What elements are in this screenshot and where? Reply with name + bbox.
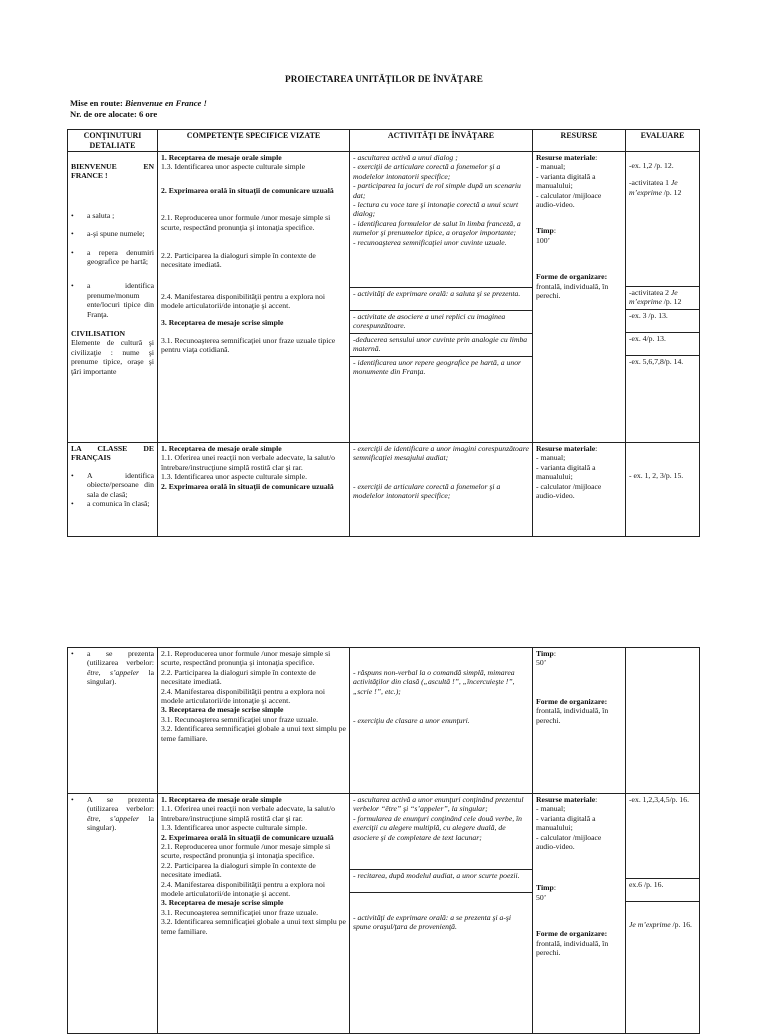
contents-cell — [68, 152, 158, 443]
list-item: • a comunica în clasă; — [71, 499, 150, 509]
table-header-row — [68, 130, 700, 152]
header-evaluation: EVALUARE — [626, 130, 700, 152]
planning-table-page-1 — [67, 129, 700, 537]
activities-cell: - ascultarea activă a unor enunţuri conţinând prezentul verbelor “être” şi “s’appeler”, la singular; - formularea de enunţuri conţinând cele două verbe, în exerciţii cu alegere multiplă, cu alegere duală, de asociere şi de completare de text lacunar; - recitarea, după modelul audiat, a unor scurte poezii. - activităţi de exprimare orală: a se prezenta şi a-şi spune oraşul/ţara de provenienţă. — [350, 794, 533, 1034]
competences-cell: 2.1. Reproducerea unor formule /unor mesaje simple si scurte, respectând pronunţia şi intonaţia specifice. 2.2. Participarea la dialoguri simple în contexte de necesitate imediată. 2.4. Manifestarea disponibilităţii pentru a explora noi modele articulatorii/de intonaţie şi accent. 3. Receptarea de mesaje scrise simple 3.1. Recunoaşterea semnificaţiei unor fraze uzuale. 3.2. Identificarea semnificaţiei globale a unui text simplu pe teme familiare. — [158, 648, 350, 794]
unit-line — [70, 98, 207, 109]
table-row — [68, 794, 700, 1034]
civilisation-heading: CIVILISATION — [71, 329, 126, 339]
list-item: • a saluta ; — [71, 210, 115, 220]
hours-line — [70, 109, 157, 120]
table-row — [68, 648, 700, 794]
resources-cell: Resurse materiale: - manual; - varianta digitală a manualului; - calculator /mijloace audio-video. Timp: 100’ Forme de organizare: frontală, individuală, în perechi. — [533, 152, 626, 443]
header-resources: RESURSE — [533, 130, 626, 152]
contents-cell — [68, 443, 158, 537]
list-item: • A se prezenta (utilizarea verbelor: être, s’appeler la singular). — [71, 795, 154, 833]
unit-name: Bienvenue en France ! — [124, 98, 207, 108]
competences-cell: 1. Receptarea de mesaje orale simple 1.3. Identificarea unor aspecte culturale simple 2. Exprimarea orală în situaţii de comunicare uzuală 2.1. Reproducerea unor formule /unor mesaje simple si scurte, respectând pronunţia şi intonaţia specifice. 2.2. Participarea la dialoguri simple în contexte de necesitate imediată. 2.4. Manifestarea disponibilităţii pentru a explora noi modele articulatorii/de intonaţie şi accent. 3. Receptarea de mesaje scrise simple 3.1. Recunoaşterea semnificaţiei unor fraze uzuale tipice pentru viaţa cotidiană. — [158, 152, 350, 443]
resources-cell: Resurse materiale: - manual; - varianta digitală a manualului; - calculator /mijloace audio-video. Timp: 50’ Forme de organizare: frontală, individuală, în perechi. — [533, 794, 626, 1034]
competences-cell: 1. Receptarea de mesaje orale simple 1.1. Oferirea unei reacţii non verbale adecvate, la salut/o întrebare/instrucţiune simplă rostită clar şi rar. 1.3. Identificarea unor aspecte culturale simple. 2. Exprimarea orală în situaţii de comunicare uzuală — [158, 443, 350, 537]
civilisation-text: Elemente de cultură şi civilizaţie : nume şi prenume tipice, oraşe şi ţări importante — [71, 338, 154, 376]
evaluation-cell: -ex. 1,2 /p. 12. -activitatea 1 Je m’exprime /p. 12 -activitatea 2 Je m’exprime /p. 12 -ex. 3 /p. 13. -ex. 4/p. 13. -ex. 5,6,7,8/p. 14. — [626, 152, 700, 443]
list-item: • A identifica obiecte/persoane din sala de clasă; — [71, 470, 154, 499]
evaluation-cell: - ex. 1, 2, 3/p. 15. — [626, 443, 700, 537]
activities-cell: - ascultarea activă a unui dialog ; - exerciţii de articulare corectă a fonemelor şi a modelelor intonatorii specifice; - participarea la jocuri de rol simple după un scenariu dat; - lectura cu voce tare şi intonaţie corectă a unui scurt dialog; - identificarea formulelor de salut în limba franceză, a numelor şi prenumelor tipice, a oraşelor importante; - recunoaşterea semnificaţiei unor cuvinte uzuale. - activităţi de exprimare orală: a saluta şi se prezenta. - activitate de asociere a unei replici cu imaginea corespunzătoare. -deducerea sensului unor cuvinte prin analogie cu limba maternă. - identificarea unor repere geografice pe hartă, a unor monumente din Franţa. — [350, 152, 533, 443]
header-contents: CONŢINUTURI DETALIATE — [68, 130, 158, 152]
header-activities: ACTIVITĂŢI DE ÎNVĂŢARE — [350, 130, 533, 152]
resources-cell: Timp: 50’ Forme de organizare: frontală, individuală, în perechi. — [533, 648, 626, 794]
page-title: PROIECTAREA UNITĂŢILOR DE ÎNVĂŢARE — [285, 74, 483, 84]
resources-cell: Resurse materiale: - manual; - varianta digitală a manualului; - calculator /mijloace audio-video. — [533, 443, 626, 537]
header-competences: COMPETENŢE SPECIFICE VIZATE — [158, 130, 350, 152]
competences-cell: 1. Receptarea de mesaje orale simple 1.1. Oferirea unei reacţii non verbale adecvate, la salut/o întrebare/instrucţiune simplă rostită clar şi rar. 1.3. Identificarea unor aspecte culturale simple. 2. Exprimarea orală în situaţii de comunicare uzuală 2.1. Reproducerea unor formule /unor mesaje simple si scurte, respectând pronunţia şi intonaţia specifice. 2.2. Participarea la dialoguri simple în contexte de necesitate imediată. 2.4. Manifestarea disponibilităţii pentru a explora noi modele articulatorii/de intonaţie şi accent. 3. Receptarea de mesaje scrise simple 3.1. Recunoaşterea semnificaţiei unor fraze uzuale. 3.2. Identificarea semnificaţiei globale a unui text simplu pe teme familiare. — [158, 794, 350, 1034]
evaluation-cell — [626, 648, 700, 794]
contents-cell — [68, 794, 158, 1034]
activities-cell: - răspuns non-verbal la o comandă simplă, mimarea activităţilor din clasă („ascultă !”, „încercuieşte !”, „scrie !”, etc.); - exerciţiu de clasare a unor enunţuri. — [350, 648, 533, 794]
list-item: • a-şi spune numele; — [71, 229, 145, 239]
contents-cell — [68, 648, 158, 794]
list-item: • a repera denumiri geografice pe hartă; — [71, 247, 154, 267]
unit-label: Mise en route: — [70, 98, 123, 108]
lesson-heading: BIENVENUE EN FRANCE ! — [71, 162, 154, 181]
activities-cell: - exerciţii de identificare a unor imagini corespunzătoare semnificaţiei mesajului audiat; - exerciţii de articulare corectă a fonemelor şi a modelelor intonatorii specifice; — [350, 443, 533, 537]
evaluation-cell: -ex. 1,2,3,4,5/p. 16. ex.6 /p. 16. Je m’exprime /p. 16. — [626, 794, 700, 1034]
hours-text: Nr. de ore alocate: 6 ore — [70, 109, 158, 119]
table-row — [68, 443, 700, 537]
list-item: • a se prezenta (utilizarea verbelor: être, s’appeler la singular). — [71, 649, 154, 687]
lesson-heading: LA CLASSE DE FRANÇAIS — [71, 444, 154, 463]
planning-table-page-2 — [67, 647, 700, 1034]
table-row — [68, 152, 700, 443]
list-item: • a identifica prenume/monum ente/locuri tipice din Franţa. — [71, 281, 154, 319]
